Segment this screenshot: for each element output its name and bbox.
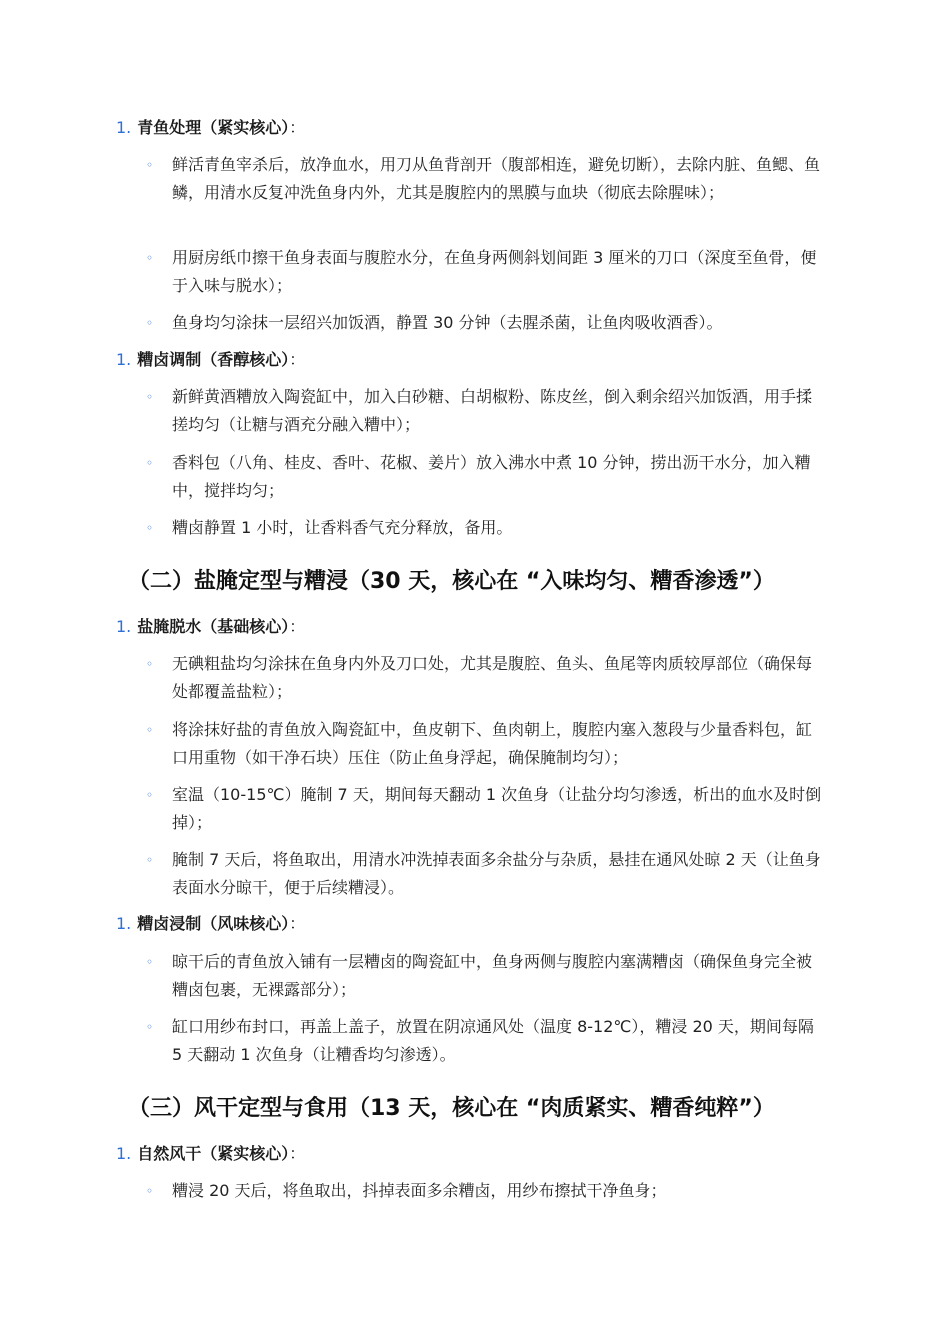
list-number: 1.: [116, 118, 132, 137]
bullet-icon: ◦: [146, 853, 154, 867]
list-item-text: 糟浸 20 天后，将鱼取出，抖掉表面多余糟卤，用纱布擦拭干净鱼身；: [172, 1181, 667, 1200]
list-item-text: 将涂抹好盐的青鱼放入陶瓷缸中，鱼皮朝下、鱼肉朝上，腹腔内塞入葱段与少量香料包，缸口用重物（如干净石块）压住（防止鱼身浮起，确保腌制均匀）；: [172, 720, 813, 767]
item-title: 盐腌脱水（基础核心）: [137, 617, 290, 636]
list-item: [146, 514, 826, 542]
list-item: [146, 1013, 826, 1069]
list-item: [146, 244, 826, 300]
numbered-item-air-dry: [116, 1142, 305, 1166]
list-item: [146, 383, 826, 439]
list-item: [146, 650, 826, 706]
list-item-text: 腌制 7 天后，将鱼取出，用清水冲洗掉表面多余盐分与杂质，悬挂在通风处晾 2 天（让鱼身表面水分晾干，便于后续糟浸）。: [172, 850, 821, 897]
section-heading-salting: （二）盐腌定型与糟浸（30 天，核心在 “入味均匀、糟香渗透”）: [128, 569, 775, 594]
item-title: 糟卤调制（香醇核心）: [137, 350, 290, 369]
item-title: 糟卤浸制（风味核心）: [137, 914, 290, 933]
bullet-icon: ◦: [146, 521, 154, 535]
list-item: [146, 846, 826, 902]
bullet-icon: ◦: [146, 1020, 154, 1034]
bullet-icon: ◦: [146, 955, 154, 969]
item-title: 青鱼处理（紧实核心）: [137, 118, 290, 137]
item-colon: ：: [289, 617, 306, 636]
list-item-text: 无碘粗盐均匀涂抹在鱼身内外及刀口处，尤其是腹腔、鱼头、鱼尾等肉质较厚部位（确保每处都覆盖盐粒）；: [172, 654, 813, 701]
list-item: [146, 309, 826, 337]
numbered-item-salting: [116, 615, 305, 639]
list-item-text: 糟卤静置 1 小时，让香料香气充分释放，备用。: [172, 518, 513, 537]
list-item-text: 晾干后的青鱼放入铺有一层糟卤的陶瓷缸中，鱼身两侧与腹腔内塞满糟卤（确保鱼身完全被糟卤包裹，无裸露部分）；: [172, 952, 813, 999]
bullet-icon: ◦: [146, 657, 154, 671]
list-item-text: 鱼身均匀涂抹一层绍兴加饭酒，静置 30 分钟（去腥杀菌，让鱼肉吸收酒香）。: [172, 313, 723, 332]
item-colon: ：: [289, 350, 306, 369]
list-item: [146, 716, 826, 772]
item-title: 自然风干（紧实核心）: [137, 1144, 290, 1163]
list-item-text: 鲜活青鱼宰杀后，放净血水，用刀从鱼背剖开（腹部相连，避免切断），去除内脏、鱼鳃、鱼鳞，用清水反复冲洗鱼身内外，尤其是腹腔内的黑膜与血块（彻底去除腥味）；: [172, 155, 821, 202]
bullet-icon: ◦: [146, 316, 154, 330]
bullet-icon: ◦: [146, 723, 154, 737]
list-number: 1.: [116, 350, 132, 369]
list-item-text: 室温（10-15℃）腌制 7 天，期间每天翻动 1 次鱼身（让盐分均匀渗透，析出的血水及时倒掉）；: [172, 785, 822, 832]
item-colon: ：: [289, 1144, 306, 1163]
bullet-icon: ◦: [146, 158, 154, 172]
list-item: [146, 1177, 826, 1205]
list-item-text: 香料包（八角、桂皮、香叶、花椒、姜片）放入沸水中煮 10 分钟，捞出沥干水分，加入糟中，搅拌均匀；: [172, 453, 811, 500]
bullet-icon: ◦: [146, 251, 154, 265]
section-heading-drying: （三）风干定型与食用（13 天，核心在 “肉质紧实、糟香纯粹”）: [128, 1096, 775, 1121]
bullet-icon: ◦: [146, 1184, 154, 1198]
list-item: [146, 151, 826, 207]
bullet-icon: ◦: [146, 456, 154, 470]
list-item-text: 新鲜黄酒糟放入陶瓷缸中，加入白砂糖、白胡椒粉、陈皮丝，倒入剩余绍兴加饭酒，用手揉搓均匀（让糖与酒充分融入糟中）；: [172, 387, 813, 434]
list-item-text: 用厨房纸巾擦干鱼身表面与腹腔水分，在鱼身两侧斜划间距 3 厘米的刀口（深度至鱼骨，便于入味与脱水）；: [172, 248, 817, 295]
numbered-item-brine-prep: [116, 348, 305, 372]
numbered-item-brine-soak: [116, 912, 305, 936]
item-colon: ：: [289, 118, 306, 137]
item-colon: ：: [289, 914, 306, 933]
bullet-icon: ◦: [146, 788, 154, 802]
list-number: 1.: [116, 914, 132, 933]
list-number: 1.: [116, 617, 132, 636]
list-item: [146, 449, 826, 505]
list-item: [146, 948, 826, 1004]
list-item-text: 缸口用纱布封口，再盖上盖子，放置在阴凉通风处（温度 8-12℃），糟浸 20 天，期间每隔 5 天翻动 1 次鱼身（让糟香均匀渗透）。: [172, 1017, 814, 1064]
list-number: 1.: [116, 1144, 132, 1163]
bullet-icon: ◦: [146, 390, 154, 404]
list-item: [146, 781, 826, 837]
numbered-item-fish-prep: [116, 116, 305, 140]
